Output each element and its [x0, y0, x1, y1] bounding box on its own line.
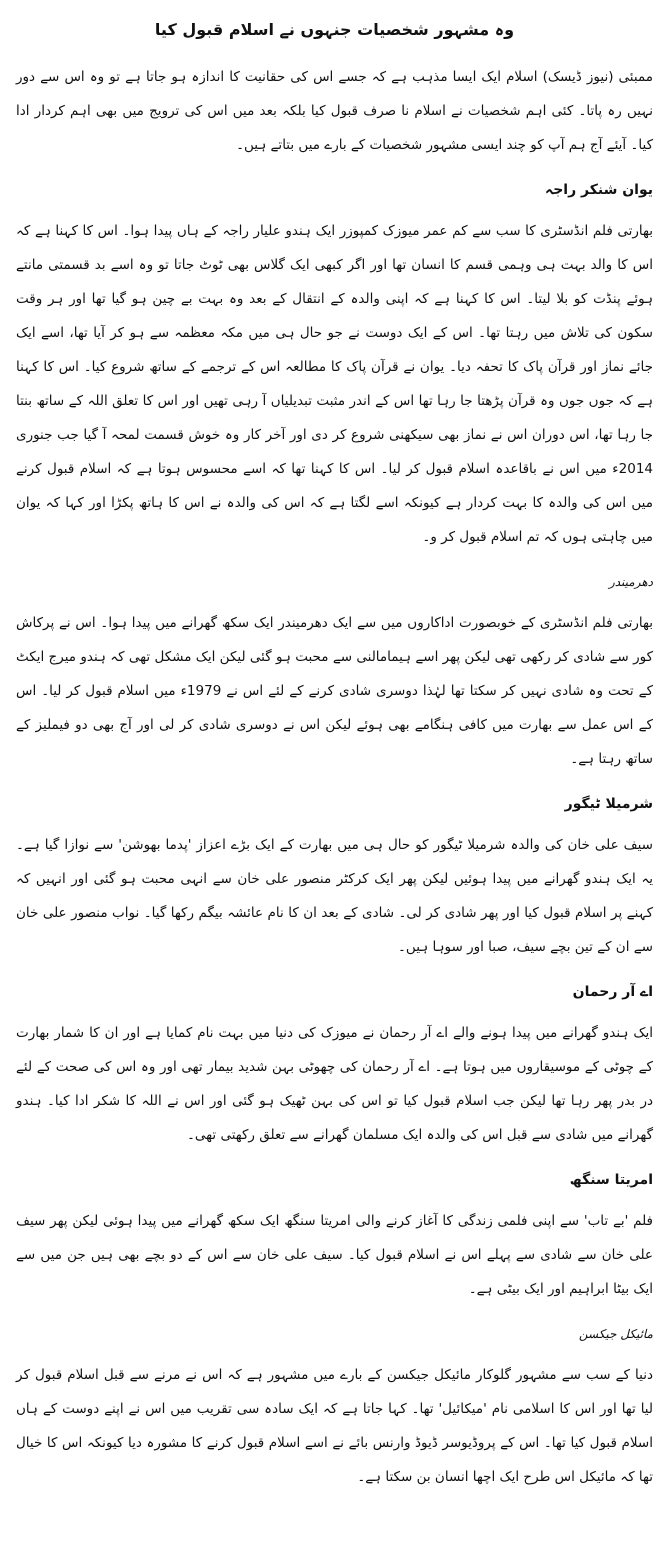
section-body: بھارتی فلم انڈسٹری کے خوبصورت اداکاروں میں سے ایک دھرمیندر ایک سکھ گھرانے میں پیدا ہوا۔ اس نے پرکاش کور سے شادی کر رکھی تھی لیکن پھر اسے ہیمامالنی سے محبت ہو گئی لیکن ایک مشکل تھی کہ ہندو میرج ایکٹ کے تحت وہ شادی نہیں کر سکتا تھا لہٰذا دوسری شادی کرنے کے لئے اس نے 1979ء میں اسلام قبول کر لیا۔ اس کے اس عمل سے بھارت میں کافی ہنگامے بھی ہوئے لیکن اس نے دوسری شادی کر لی اور آج بھی دو فیملیز کے ساتھ رہتا ہے۔ [16, 615, 653, 767]
section-heading: مائیکل جیکسن [578, 1327, 653, 1341]
section-ar-rahman [16, 982, 653, 1152]
section-heading: اے آر رحمان [572, 984, 653, 1000]
section-michael [16, 1324, 653, 1494]
section-dharmendra [16, 572, 653, 776]
section-body: بھارتی فلم انڈسٹری کا سب سے کم عمر میوزک کمپوزر ایک ہندو علیار راجہ کے ہاں پیدا ہوا۔ اس کا کہنا ہے کہ اس کا والد بہت ہی وہمی قسم کا انسان تھا اور اگر کبھی ایک گلاس بھی ٹوٹ جاتا تو وہ اسے بد قسمتی مانتے ہوئے پنڈت کو بلا لیتا۔ اس کا کہنا ہے کہ اپنی والدہ کے انتقال کے بعد وہ بہت بے چین ہو گیا تھا اور ہر وقت سکون کی تلاش میں رہتا تھا۔ اس کے ایک دوست نے جو حال ہی میں مکہ معظمہ سے ہو کر آیا تھا، اسے ایک جائے نماز اور قرآن پاک کا تحفہ دیا۔ یوان نے قرآن پاک کا مطالعہ اس کے ترجمے کے ساتھ شروع کیا۔ اس کا کہنا ہے کہ جوں جوں وہ قرآن پڑھتا جا رہا تھا اس کے اندر مثبت تبدیلیاں آ رہی تھیں اور اس کا تعلق اللہ کے ساتھ بنتا جا رہا تھا، اس دوران اس نے نماز بھی سیکھنی شروع کر دی اور آخر کار وہ خوش قسمت لمحہ آ گیا جب جنوری 2014ء میں اس نے باقاعدہ اسلام قبول کر لیا۔ اس کا کہنا تھا کہ اسے محسوس ہوتا ہے کہ اسلام قبول کرنے میں اس کی والدہ کا بہت کردار ہے کیونکہ اسے لگتا ہے کہ اس کی والدہ نے اس کا ہاتھ پکڑا اور کہا کہ یوان میں چاہتی ہوں کہ تم اسلام قبول کر و۔ [16, 223, 653, 545]
section-body: فلم 'بے تاب' سے اپنی فلمی زندگی کا آغاز کرنے والی امریتا سنگھ ایک سکھ گھرانے میں پیدا ہوئی لیکن پھر سیف علی خان سے شادی سے پہلے اس نے اسلام قبول کیا۔ سیف علی خان سے اس کے دو بچے بھی ہیں جن میں سے ایک بیٹا ابراہیم اور ایک بیٹی ہے۔ [16, 1213, 653, 1297]
section-heading: دھرمیندر [608, 575, 653, 589]
section-yuvan [16, 180, 653, 554]
section-heading: امریتا سنگھ [569, 1172, 653, 1188]
section-heading: شرمیلا ٹیگور [564, 796, 653, 812]
article-title: وہ مشہور شخصیات جنہوں نے اسلام قبول کیا [154, 20, 515, 39]
section-body: دنیا کے سب سے مشہور گلوکار مائیکل جیکسن کے بارے میں مشہور ہے کہ اس نے مرنے سے قبل اسلام قبول کر لیا تھا اور اس کا اسلامی نام 'میکائیل' تھا۔ کہا جاتا ہے کہ ایک سادہ سی تقریب میں اس نے اپنے دوست کے ہاں اسلام قبول کیا تھا۔ اس کے پروڈیوسر ڈیوڈ وارنس بائے نے اسے اسلام قبول کرنے کا مشورہ دیا کیونکہ اس کا خیال تھا کہ مائیکل اس طرح ایک اچھا انسان بن سکتا ہے۔ [16, 1367, 653, 1485]
section-body: سیف علی خان کی والدہ شرمیلا ٹیگور کو حال ہی میں بھارت کے ایک بڑے اعزاز 'پدما بھوشن' سے نوازا گیا ہے۔ یہ ایک ہندو گھرانے میں پیدا ہوئیں لیکن پھر ایک کرکٹر منصور علی خان سے انہی محبت ہو گئی اور انہیں کہ کہنے پر اسلام قبول کیا اور پھر شادی کر لی۔ شادی کے بعد ان کا نام عائشہ بیگم رکھا گیا۔ نواب منصور علی خان سے ان کے تین بچے سیف، صبا اور سوہا ہیں۔ [16, 837, 653, 955]
section-sharmila [16, 794, 653, 964]
section-heading: یوان شنکر راجہ [544, 182, 653, 198]
section-body: ایک ہندو گھرانے میں پیدا ہونے والے اے آر رحمان نے میوزک کی دنیا میں بہت نام کمایا ہے اور ان کا شمار بھارت کے چوٹی کے موسیقاروں میں ہوتا ہے۔ اے آر رحمان کی چھوٹی بہن شدید بیمار تھی اور وہ اس کی صحت کے لئے در بدر پھر رہا تھا لیکن جب اسلام قبول کیا تو اس کی بہن ٹھیک ہو گئی اور اس نے اللہ کا شکر ادا کیا۔ ہندو گھرانے میں شادی سے قبل اس کی والدہ ایک مسلمان گھرانے سے تعلق رکھتی تھی۔ [16, 1025, 653, 1143]
section-amrita [16, 1170, 653, 1306]
intro-paragraph: ممبئی (نیوز ڈیسک) اسلام ایک ایسا مذہب ہے کہ جسے اس کی حقانیت کا اندازہ ہو جاتا ہے تو وہ اس سے دور نہیں رہ پاتا۔ کئی اہم شخصیات نے اسلام نا صرف قبول کیا بلکہ بعد میں اس کی ترویج میں بھی اہم کردار ادا کیا۔ آیئے آج ہم آپ کو چند ایسی مشہور شخصیات کے بارے میں بتاتے ہیں۔ [16, 69, 653, 153]
